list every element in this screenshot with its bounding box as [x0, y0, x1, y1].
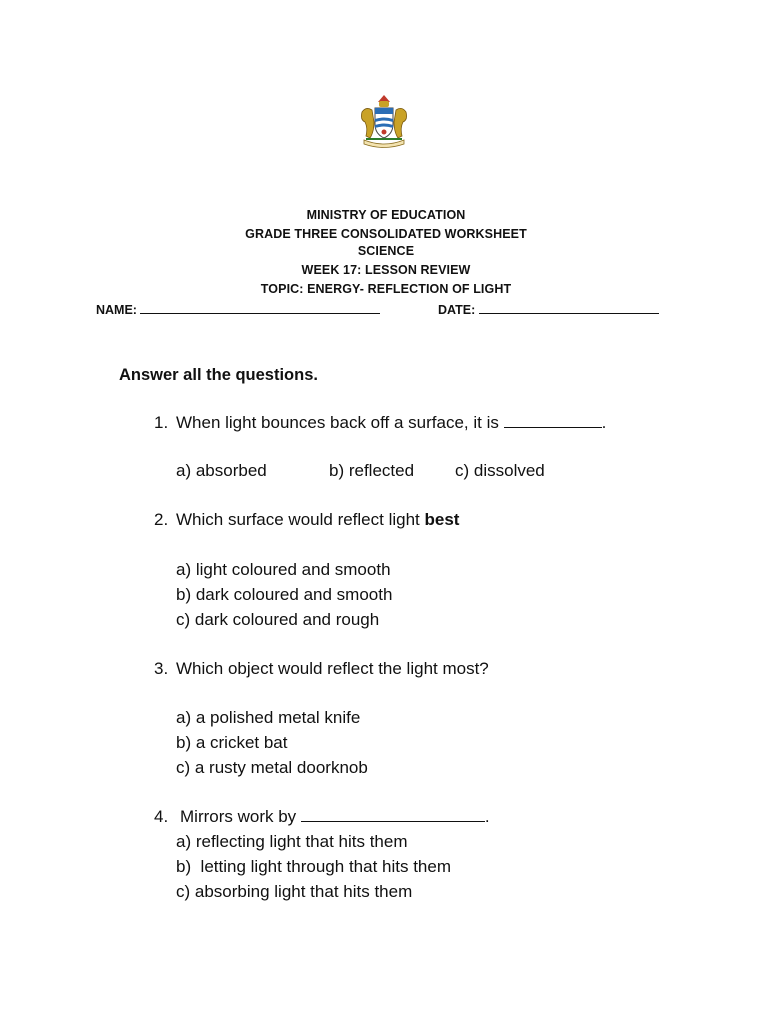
option-b[interactable]: b) reflected [329, 461, 415, 480]
question-text: Which object would reflect the light most? [176, 659, 489, 678]
option-c[interactable]: c) a rusty metal doorknob [176, 758, 368, 777]
question-text-end: . [601, 413, 607, 432]
name-field [96, 302, 380, 317]
option-a[interactable]: a) reflecting light that hits them [176, 832, 408, 851]
question-number: 1. [154, 413, 169, 432]
date-label: DATE: [438, 303, 476, 317]
instructions: Answer all the questions. [119, 366, 318, 384]
option-a[interactable]: a) a polished metal knife [176, 708, 361, 727]
option-c[interactable]: c) dark coloured and rough [176, 610, 380, 629]
answer-blank[interactable] [504, 413, 602, 428]
option-c[interactable]: c) dissolved [455, 461, 545, 480]
week-title: WEEK 17: LESSON REVIEW [301, 263, 471, 277]
question-text-start: When light bounces back off a surface, it is [176, 413, 499, 432]
question-text [176, 510, 459, 530]
option-a[interactable]: a) absorbed [176, 461, 267, 480]
option-b[interactable]: b) letting light through that hits them [176, 857, 451, 876]
coat-of-arms-logo [354, 92, 414, 152]
option-b[interactable]: b) dark coloured and smooth [176, 585, 393, 604]
question-text [180, 807, 490, 827]
question-emphasis: best [424, 510, 460, 529]
question-text [176, 413, 606, 433]
date-blank[interactable] [479, 302, 659, 314]
question-number: 2. [154, 510, 169, 529]
question-number: 3. [154, 659, 169, 678]
topic-title: TOPIC: ENERGY- REFLECTION OF LIGHT [260, 282, 512, 296]
question-text-start: Mirrors work by [180, 807, 297, 826]
question-number: 4. [154, 807, 169, 826]
option-c[interactable]: c) absorbing light that hits them [176, 882, 413, 901]
question-text-end: . [484, 807, 490, 826]
ministry-title: MINISTRY OF EDUCATION [306, 208, 466, 222]
option-a[interactable]: a) light coloured and smooth [176, 560, 391, 579]
question-text-start: Which surface would reflect light [176, 510, 420, 529]
subject-title: SCIENCE [357, 244, 415, 258]
name-blank[interactable] [140, 302, 380, 314]
option-b[interactable]: b) a cricket bat [176, 733, 288, 752]
date-field [438, 302, 659, 317]
worksheet-title: GRADE THREE CONSOLIDATED WORKSHEET [245, 227, 527, 241]
name-label: NAME: [96, 303, 137, 317]
answer-blank[interactable] [301, 807, 485, 822]
